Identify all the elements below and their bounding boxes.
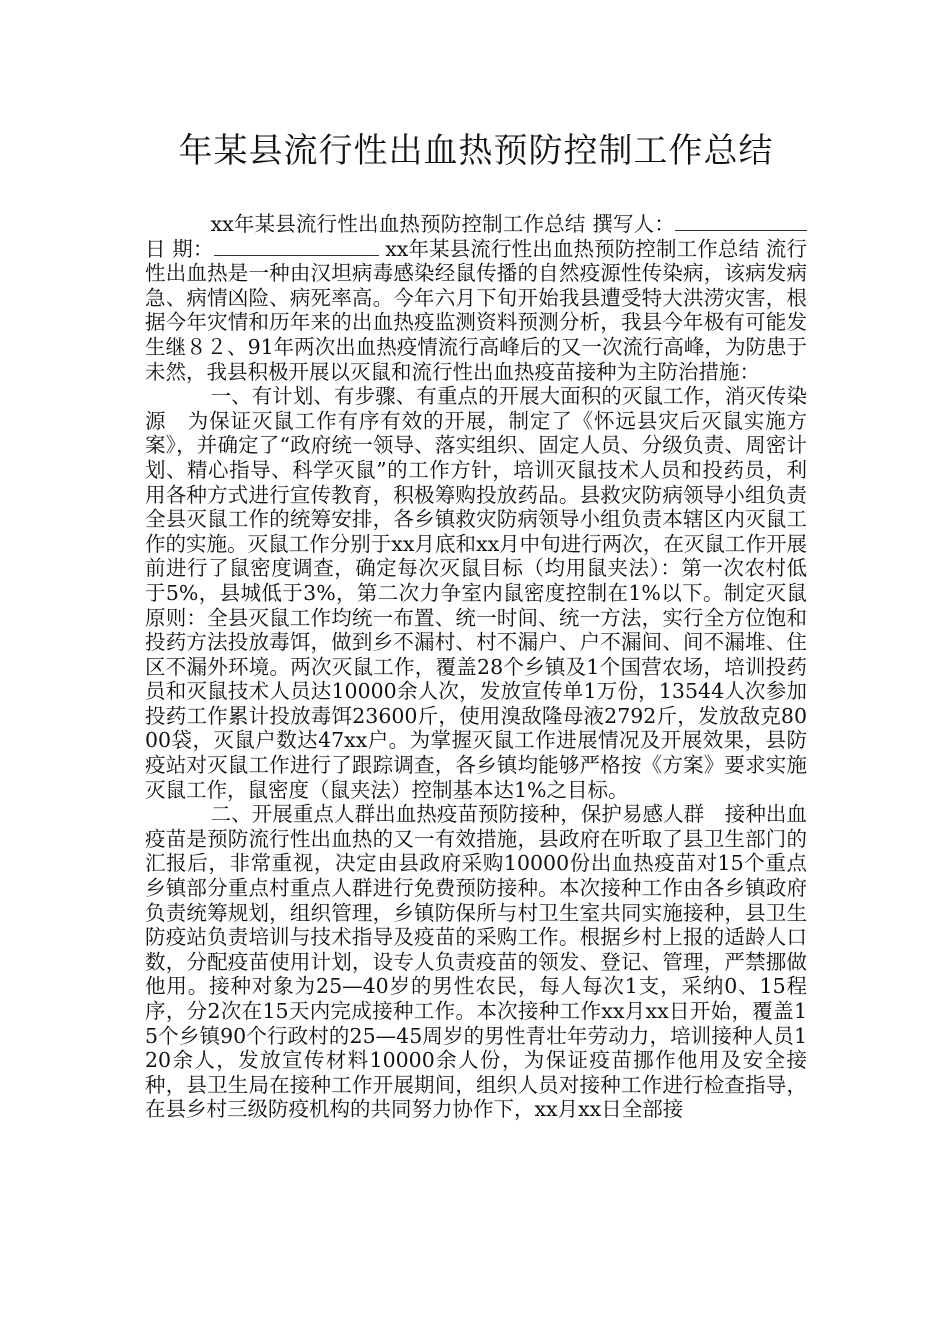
intro-text-header: xx年某县流行性出血热预防控制工作总结 撰写人： [210,212,675,236]
intro-paragraph [145,212,807,384]
intro-text-date-label: 日 期： [145,236,214,261]
date-blank-line [214,237,379,256]
document-title: 年某县流行性出血热预防控制工作总结 [178,131,774,171]
author-blank-line [675,212,807,231]
section-1-paragraph: 一、有计划、有步骤、有重点的开展大面积的灭鼠工作，消灭传染源 为保证灭鼠工作有序有效的开展，制定了《怀远县灾后灭鼠实施方案》，并确定了“政府统一领导、落实组织、固定人员、分级负责、周密计划、精心指导、科学灭鼠”的工作方针，培训灭鼠技术人员和投药员，利用各种方式进行宣传教育，积极筹购投放药品。县救灾防病领导小组负责全县灭鼠工作的统筹安排，各乡镇救灾防病领导小组负责本辖区内灭鼠工作的实施。灭鼠工作分别于xx月底和xx月中旬进行两次，在灭鼠工作开展前进行了鼠密度调查，确定每次灭鼠目标（均用鼠夹法）：第一次农村低于5%，县城低于3%，第二次力争室内鼠密度控制在1%以下。制定灭鼠原则：全县灭鼠工作均统一布置、统一时间、统一方法，实行全方位饱和投药方法投放毒饵，做到乡不漏村、村不漏户、户不漏间、间不漏堆、住区不漏外环境。两次灭鼠工作，覆盖28个乡镇及1个国营农场，培训投药员和灭鼠技术人员达10000余人次，发放宣传单1万份，13544人次参加投药工作累计投放毒饵23600斤，使用溴敌隆母液2792斤，发放敌克8000袋，灭鼠户数达47xx户。为掌握灭鼠工作进展情况及开展效果，县防疫站对灭鼠工作进行了跟踪调查，各乡镇均能够严格按《方案》要求实施灭鼠工作，鼠密度（鼠夹法）控制基本达1%之目标。 [145,384,807,802]
section-2-paragraph: 二、开展重点人群出血热疫苗预防接种，保护易感人群 接种出血疫苗是预防流行性出血热的又一有效措施，县政府在听取了县卫生部门的汇报后，非常重视，决定由县政府采购10000份出血热疫苗对15个重点乡镇部分重点村重点人群进行免费预防接种。本次接种工作由各乡镇政府负责统筹规划，组织管理，乡镇防保所与村卫生室共同实施接种，县卫生防疫站负责培训与技术指导及疫苗的采购工作。根据乡村上报的适龄人口数，分配疫苗使用计划，设专人负责疫苗的领发、登记、管理，严禁挪做他用。接种对象为25—40岁的男性农民，每人每次1支，采纳0、15程序，分2次在15天内完成接种工作。本次接种工作xx月xx日开始，覆盖15个乡镇90个行政村的25—45周岁的男性青壮年劳动力，培训接种人员120余人，发放宣传材料10000余人份，为保证疫苗挪作他用及安全接种，县卫生局在接种工作开展期间，组织人员对接种工作进行检查指导，在县乡村三级防疫机构的共同努力协作下，xx月xx日全部接 [145,802,807,1122]
document-page [145,128,807,1122]
intro-text-body: xx年某县流行性出血热预防控制工作总结 流行性出血热是一种由汉坦病毒感染经鼠传播的自然疫源性传染病，该病发病急、病情凶险、病死率高。今年六月下旬开始我县遭受特大洪涝灾害，根据今年灾情和历年来的出血热疫监测资料预测分析，我县今年极有可能发生继８２、91年两次出血热疫情流行高峰后的又一次流行高峰，为防患于未然，我县积极开展以灭鼠和流行性出血热疫苗接种为主防治措施： [145,236,807,384]
